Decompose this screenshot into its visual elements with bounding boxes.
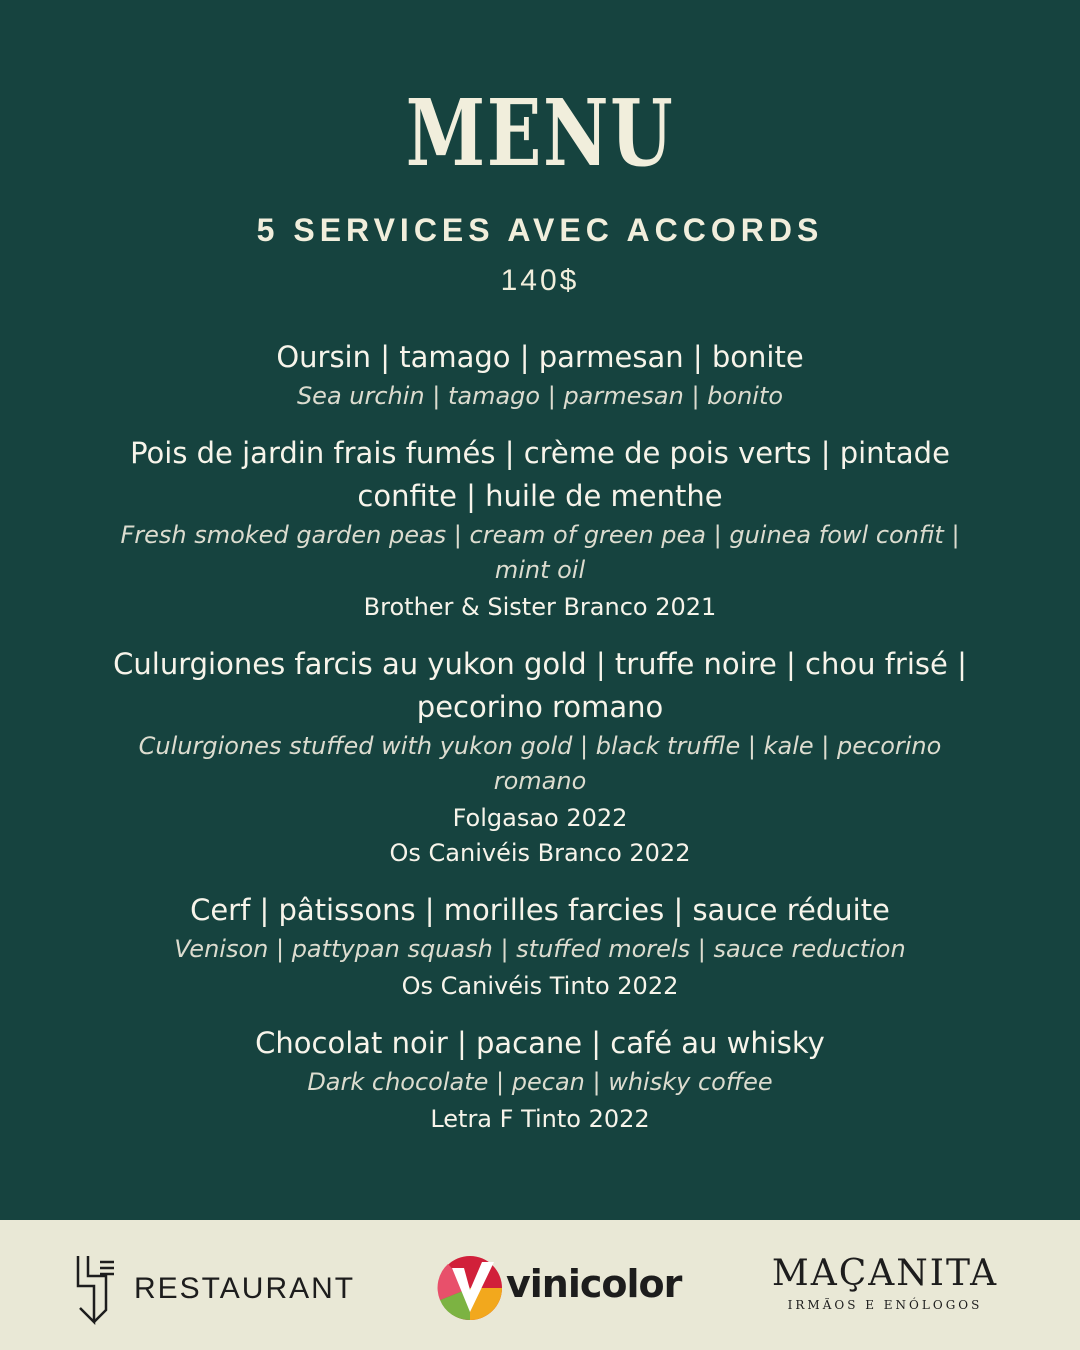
course-1 (90, 336, 990, 414)
course-name-en: Culurgiones stuffed with yukon gold | black truffle | kale | pecorino romano (138, 732, 942, 795)
wine-pairing: Os Canivéis Branco 2022 (389, 839, 691, 867)
course-name-fr: Oursin | tamago | parmesan | bonite (276, 340, 804, 374)
course-list (90, 336, 990, 1155)
macanita-logo-tagline: IRMÃOS E ENÓLOGOS (787, 1298, 983, 1312)
course-name-fr: Culurgiones farcis au yukon gold | truffe noire | chou frisé | pecorino romano (113, 647, 967, 724)
course-name-en: Sea urchin | tamago | parmesan | bonito (296, 382, 784, 410)
macanita-logo-text: MAÇANITA (771, 1253, 999, 1294)
course-3 (90, 643, 990, 871)
course-name-fr: Chocolat noir | pacane | café au whisky (255, 1026, 825, 1060)
menu-title: MENU (405, 79, 675, 187)
course-4 (90, 889, 990, 1004)
vinicolor-logo (436, 1254, 696, 1324)
restaurant-logo (72, 1252, 362, 1322)
course-name-fr: Cerf | pâtissons | morilles farcies | sauce réduite (190, 893, 890, 927)
wine-pairing: Brother & Sister Branco 2021 (363, 593, 717, 621)
course-name-en: Venison | pattypan squash | stuffed morels | sauce reduction (174, 935, 906, 963)
course-name-en: Fresh smoked garden peas | cream of green pea | guinea fowl confit | mint oil (120, 521, 960, 584)
sponsor-footer (0, 1220, 1080, 1350)
wine-pairing: Folgasao 2022 (452, 804, 628, 832)
macanita-logo (760, 1252, 1010, 1322)
menu-subtitle: 5 SERVICES AVEC ACCORDS (256, 212, 824, 248)
vinicolor-v-icon (436, 1254, 504, 1322)
vinicolor-logo-text: vinicolor (506, 1262, 682, 1306)
course-5 (90, 1022, 990, 1137)
wine-pairing: Letra F Tinto 2022 (430, 1105, 650, 1133)
course-name-en: Dark chocolate | pecan | whisky coffee (307, 1068, 773, 1096)
menu-price: 140$ (500, 264, 580, 297)
course-2 (90, 432, 990, 625)
restaurant-monogram-icon (72, 1252, 120, 1326)
wine-pairing: Os Canivéis Tinto 2022 (401, 972, 679, 1000)
restaurant-logo-text: RESTAURANT (134, 1272, 356, 1305)
course-name-fr: Pois de jardin frais fumés | crème de pois verts | pintade confite | huile de menthe (130, 436, 950, 513)
